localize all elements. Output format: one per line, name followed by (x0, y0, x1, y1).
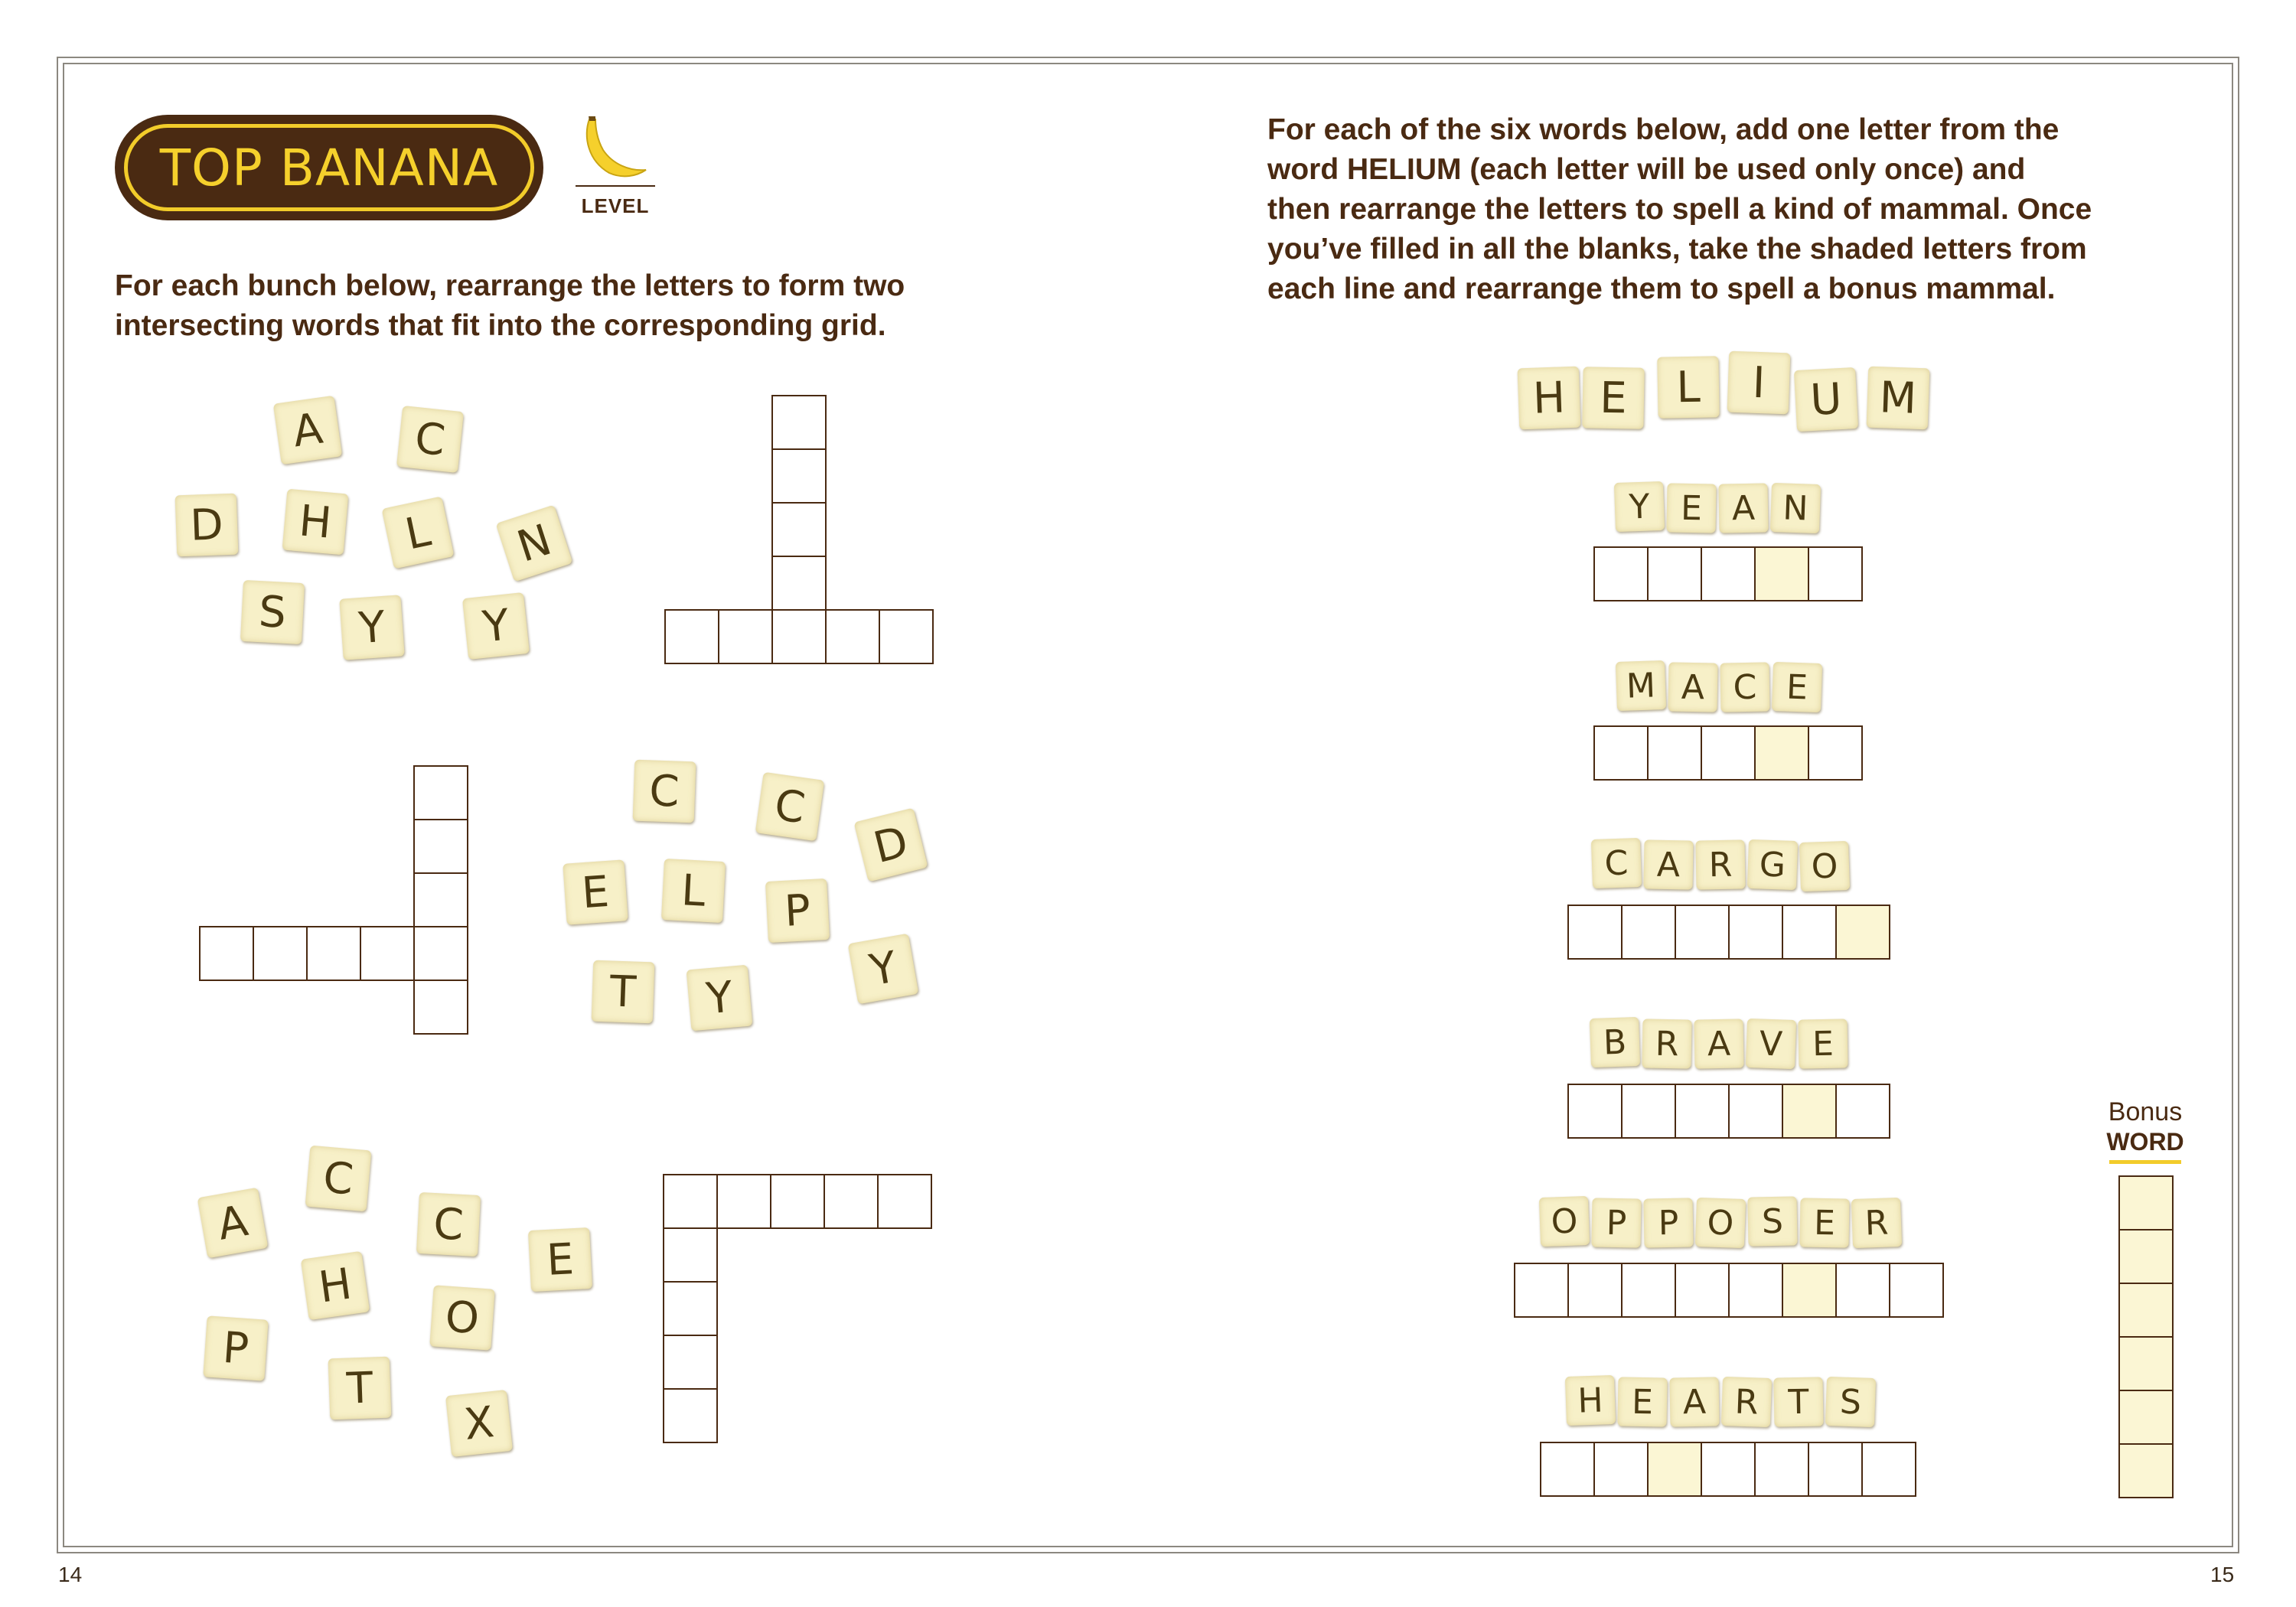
letter-tile: R (1851, 1198, 1902, 1248)
grid-cell[interactable] (771, 448, 827, 504)
letter-tile: A (1718, 483, 1768, 533)
grid-cell[interactable] (663, 1388, 718, 1443)
letter-tile[interactable]: E (563, 859, 628, 924)
bonus-label: Bonus (2108, 1097, 2183, 1126)
bonus-word-label: WORD (2106, 1128, 2184, 1156)
letter-tile: C (1591, 838, 1642, 888)
letter-tile: E (1798, 1019, 1848, 1068)
letter-tile[interactable]: H (282, 489, 349, 556)
grid-cell[interactable] (664, 609, 719, 664)
answer-cell[interactable] (1728, 905, 1783, 960)
letter-tile[interactable]: D (175, 494, 239, 557)
letter-tile: E (1772, 662, 1822, 712)
answer-cell-shaded[interactable] (1647, 1442, 1702, 1497)
letter-tile: B (1590, 1017, 1640, 1068)
answer-cell[interactable] (1621, 1084, 1676, 1139)
grid-cell[interactable] (663, 1335, 718, 1390)
answer-cell-shaded[interactable] (1782, 1084, 1837, 1139)
letter-tile[interactable]: E (528, 1227, 592, 1292)
grid-cell[interactable] (413, 872, 468, 927)
level-label: LEVEL (581, 194, 650, 217)
right-instructions: For each of the six words below, add one letter from the word HELIUM (each letter will be used only once) and then rearrange the letters to spell a kind of mammal. Once you’ve filled in all the blanks, take the shaded letters from each line and rearrange them to spell a bonus mammal. (1267, 113, 2092, 305)
letter-tile[interactable]: Y (339, 595, 404, 660)
answer-cell[interactable] (1675, 905, 1730, 960)
grid-cell[interactable] (771, 556, 827, 611)
answer-cell[interactable] (1647, 546, 1702, 601)
grid-cell[interactable] (771, 395, 827, 450)
answer-cell[interactable] (1540, 1442, 1595, 1497)
answer-cell[interactable] (1808, 725, 1863, 781)
grid-cell[interactable] (663, 1281, 718, 1336)
grid-cell[interactable] (823, 1174, 879, 1229)
letter-tile: T (1773, 1377, 1823, 1426)
answer-cell[interactable] (1514, 1263, 1569, 1318)
answer-cell[interactable] (1567, 1084, 1623, 1139)
letter-tile: R (1721, 1377, 1772, 1427)
letter-tile[interactable]: A (273, 396, 342, 464)
letter-tile[interactable]: S (240, 580, 305, 644)
letter-tile: P (1643, 1198, 1693, 1247)
bonus-cell[interactable] (2118, 1443, 2174, 1498)
answer-cell[interactable] (1567, 1263, 1623, 1318)
grid-cell[interactable] (770, 1174, 825, 1229)
letter-tile: O (1539, 1196, 1590, 1247)
letter-tile[interactable]: C (755, 772, 824, 841)
answer-cell[interactable] (1808, 1442, 1863, 1497)
letter-tile[interactable]: C (396, 406, 464, 473)
grid-cell[interactable] (360, 926, 415, 981)
answer-cell[interactable] (1808, 546, 1863, 601)
grid-cell[interactable] (771, 609, 827, 664)
answer-cell[interactable] (1593, 725, 1649, 781)
letter-tile[interactable]: N (496, 505, 573, 582)
grid-cell[interactable] (413, 819, 468, 874)
answer-cell[interactable] (1889, 1263, 1944, 1318)
level-indicator (576, 113, 655, 220)
letter-tile: A (1643, 839, 1693, 889)
answer-cell[interactable] (1701, 725, 1756, 781)
letter-tile[interactable]: P (203, 1315, 268, 1380)
answer-cell[interactable] (1782, 905, 1837, 960)
letter-tile: E (1617, 1377, 1667, 1426)
bonus-cell[interactable] (2118, 1390, 2174, 1445)
answer-cell[interactable] (1754, 1442, 1809, 1497)
badge-title: TOP BANANA (159, 138, 499, 197)
grid-cell[interactable] (253, 926, 308, 981)
grid-cell[interactable] (413, 980, 468, 1035)
answer-cell-shaded[interactable] (1835, 905, 1890, 960)
answer-cell[interactable] (1728, 1263, 1783, 1318)
grid-cell[interactable] (413, 765, 468, 820)
answer-cell[interactable] (1701, 546, 1756, 601)
letter-tile: N (1770, 483, 1821, 533)
letter-tile[interactable]: X (445, 1390, 513, 1457)
letter-tile[interactable]: L (1657, 356, 1719, 418)
answer-cell[interactable] (1675, 1084, 1730, 1139)
letter-tile[interactable]: D (854, 808, 928, 882)
letter-tile: S (1825, 1377, 1876, 1427)
letter-tile[interactable]: O (429, 1285, 494, 1350)
answer-cell[interactable] (1593, 546, 1649, 601)
grid-cell[interactable] (877, 1174, 932, 1229)
letter-tile: E (1666, 483, 1716, 533)
grid-cell[interactable] (879, 609, 934, 664)
answer-cell[interactable] (1621, 905, 1676, 960)
letter-tile[interactable]: Y (848, 934, 919, 1005)
answer-cell-shaded[interactable] (1782, 1263, 1837, 1318)
letter-tile: Y (1614, 481, 1665, 532)
letter-tile: G (1747, 839, 1798, 890)
letter-tile[interactable]: M (1867, 367, 1930, 430)
bonus-underline (2109, 1160, 2181, 1164)
letter-tile[interactable]: C (633, 760, 696, 823)
answer-cell[interactable] (1621, 1263, 1676, 1318)
letter-tile[interactable]: Y (687, 965, 753, 1032)
letter-tile: C (1720, 662, 1769, 712)
bonus-cell[interactable] (2118, 1283, 2174, 1338)
letter-tile: V (1746, 1019, 1796, 1069)
grid-cell[interactable] (718, 609, 773, 664)
grid-cell[interactable] (306, 926, 361, 981)
letter-tile[interactable]: A (197, 1188, 269, 1259)
letter-tile: A (1694, 1019, 1743, 1068)
grid-cell[interactable] (716, 1174, 771, 1229)
letter-tile[interactable]: E (1582, 367, 1644, 429)
letter-tile[interactable]: U (1794, 367, 1858, 432)
letter-tile[interactable]: L (661, 859, 726, 923)
letter-tile: M (1616, 660, 1666, 711)
letter-tile: O (1695, 1198, 1746, 1248)
letter-tile: R (1642, 1019, 1691, 1068)
letter-tile[interactable]: C (305, 1146, 372, 1212)
letter-tile: E (1799, 1198, 1849, 1247)
answer-cell[interactable] (1835, 1263, 1890, 1318)
letter-tile: A (1669, 1377, 1719, 1426)
bonus-cell[interactable] (2118, 1336, 2174, 1391)
answer-cell[interactable] (1647, 725, 1702, 781)
bonus-cell[interactable] (2118, 1175, 2174, 1231)
top-banana-badge (115, 115, 543, 220)
letter-tile[interactable]: T (328, 1357, 392, 1420)
letter-tile: P (1591, 1198, 1641, 1247)
left-instructions: For each bunch below, rearrange the letters to form two intersecting words that fit into the corresponding grid. (115, 269, 905, 342)
bonus-cell[interactable] (2118, 1229, 2174, 1284)
grid-cell[interactable] (663, 1174, 718, 1229)
letter-tile[interactable]: T (592, 960, 655, 1024)
letter-tile: H (1565, 1375, 1616, 1426)
grid-cell[interactable] (771, 502, 827, 557)
answer-cell[interactable] (1701, 1442, 1756, 1497)
letter-tile: A (1668, 662, 1717, 712)
answer-cell-shaded[interactable] (1754, 725, 1809, 781)
answer-cell[interactable] (1675, 1263, 1730, 1318)
letter-tile: S (1747, 1196, 1797, 1246)
letter-tile[interactable]: P (765, 878, 830, 943)
grid-cell[interactable] (413, 926, 468, 981)
letter-tile[interactable]: L (382, 497, 455, 569)
letter-tile[interactable]: I (1727, 351, 1791, 415)
grid-cell[interactable] (199, 926, 254, 981)
answer-cell-shaded[interactable] (1754, 546, 1809, 601)
letter-tile: O (1799, 841, 1850, 892)
letter-tile[interactable]: Y (462, 592, 530, 660)
banana-icon (576, 113, 655, 182)
letter-tile: R (1695, 839, 1745, 889)
letter-tile[interactable]: H (1518, 367, 1581, 430)
answer-cell[interactable] (1728, 1084, 1783, 1139)
answer-cell[interactable] (1861, 1442, 1916, 1497)
answer-cell[interactable] (1567, 905, 1623, 960)
answer-cell[interactable] (1593, 1442, 1649, 1497)
answer-cell[interactable] (1835, 1084, 1890, 1139)
grid-cell[interactable] (825, 609, 880, 664)
letter-tile[interactable]: C (416, 1192, 481, 1257)
page-number-right: 15 (2210, 1563, 2235, 1586)
letter-tile[interactable]: H (301, 1251, 370, 1320)
page-number-left: 14 (58, 1563, 83, 1586)
grid-cell[interactable] (663, 1227, 718, 1283)
